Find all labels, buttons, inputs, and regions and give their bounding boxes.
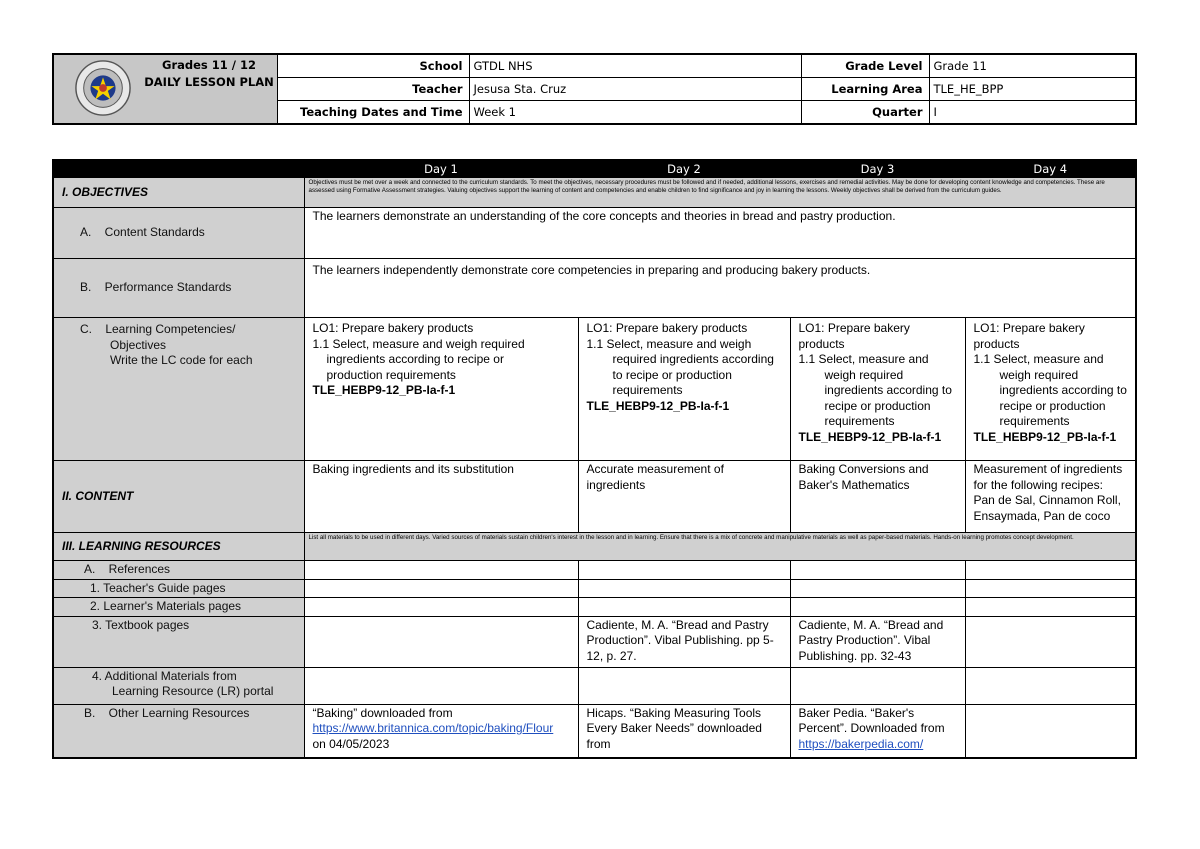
learning-area-label: Learning Area xyxy=(801,78,929,101)
content-day2: Accurate measurement of ingredients xyxy=(578,461,790,533)
competency-day4 xyxy=(965,318,1136,461)
learners-materials-row xyxy=(53,598,1136,617)
other-resources-label: B. Other Learning Resources xyxy=(53,704,304,758)
lc-code: TLE_HEBP9-12_PB-Ia-f-1 xyxy=(973,429,1117,444)
resources-heading: III. LEARNING RESOURCES xyxy=(53,533,304,561)
other-resources-row xyxy=(53,704,1136,758)
dates-value: Week 1 xyxy=(469,101,801,125)
cell xyxy=(304,561,578,580)
other-resources-day2: Hicaps. “Baking Measuring Tools Every Baker Needs” downloaded from xyxy=(578,704,790,758)
teacher-value: Jesusa Sta. Cruz xyxy=(469,78,801,101)
objectives-heading: I. OBJECTIVES xyxy=(53,178,304,208)
performance-standards-label: B. Performance Standards xyxy=(53,259,304,318)
cell xyxy=(965,667,1136,704)
references-row xyxy=(53,561,1136,580)
other-resources-day1 xyxy=(304,704,578,758)
lc-code: TLE_HEBP9-12_PB-Ia-f-1 xyxy=(586,398,730,413)
learning-outcome: LO1: Prepare bakery products xyxy=(973,321,1085,351)
additional-materials-label: Learning Resource (LR) portal xyxy=(112,684,274,698)
cell xyxy=(304,579,578,598)
resource-text: Baker Pedia. “Baker's Percent”. Downloaded from xyxy=(798,705,945,735)
content-row xyxy=(53,461,1136,533)
bakerpedia-link[interactable]: https://bakerpedia.com/ xyxy=(798,736,924,751)
performance-standards-row xyxy=(53,259,1136,318)
day-header: Day 3 xyxy=(790,160,965,178)
cell xyxy=(304,667,578,704)
days-header-row xyxy=(53,160,1136,178)
content-standards-text: The learners demonstrate an understanding of the core concepts and theories in bread and pastry production. xyxy=(304,208,1136,259)
learning-area-value: TLE_HE_BPP xyxy=(929,78,1136,101)
header-logo-cell xyxy=(53,54,277,124)
competency-item: 1.1 Select, measure and weigh required ingredients according to recipe or production requirements xyxy=(586,336,774,397)
cell xyxy=(790,579,965,598)
grade-level-value: Grade 11 xyxy=(929,54,1136,78)
cell xyxy=(790,561,965,580)
learning-outcome: LO1: Prepare bakery products xyxy=(312,321,474,335)
additional-materials-label: 4. Additional Materials from xyxy=(92,668,237,683)
competencies-label: C. Learning Competencies/ xyxy=(80,322,236,336)
day-header: Day 1 xyxy=(304,160,578,178)
lc-code: TLE_HEBP9-12_PB-Ia-f-1 xyxy=(312,383,456,397)
competency-item: 1.1 Select, measure and weigh required ingredients according to recipe or production requirements xyxy=(973,352,1127,428)
dates-label: Teaching Dates and Time xyxy=(277,101,469,125)
competencies-row xyxy=(53,318,1136,461)
cell xyxy=(965,616,1136,667)
cell xyxy=(578,667,790,704)
content-heading: II. CONTENT xyxy=(53,461,304,533)
deped-seal-icon xyxy=(74,59,132,117)
content-standards-label: A. Content Standards xyxy=(53,208,304,259)
quarter-value: I xyxy=(929,101,1136,125)
performance-standards-text: The learners independently demonstrate core competencies in preparing and producing bakery products. xyxy=(304,259,1136,318)
learning-outcome: LO1: Prepare bakery products xyxy=(586,321,748,335)
teachers-guide-row xyxy=(53,579,1136,598)
cell xyxy=(578,598,790,617)
teachers-guide-label: 1. Teacher's Guide pages xyxy=(53,579,304,598)
other-resources-day3 xyxy=(790,704,965,758)
competency-day2 xyxy=(578,318,790,461)
resources-note: List all materials to be used in different days. Varied sources of materials sustain children's interest in the lesson and in learning. Ensure that there is a mix of concrete and manipulative materials as well as paper-based materials. Hands-on learning promotes concept development. xyxy=(304,533,1136,561)
cell xyxy=(790,598,965,617)
content-day3: Baking Conversions and Baker's Mathematics xyxy=(790,461,965,533)
competencies-label: Write the LC code for each xyxy=(110,353,253,367)
cell xyxy=(965,704,1136,758)
lc-code: TLE_HEBP9-12_PB-Ia-f-1 xyxy=(798,429,942,444)
school-label: School xyxy=(277,54,469,78)
learners-materials-label: 2. Learner's Materials pages xyxy=(53,598,304,617)
cell xyxy=(578,579,790,598)
learning-outcome: LO1: Prepare bakery products xyxy=(798,321,910,351)
lesson-plan-table xyxy=(52,159,1137,759)
textbook-label: 3. Textbook pages xyxy=(53,616,304,667)
day-header: Day 2 xyxy=(578,160,790,178)
grade-level-label: Grade Level xyxy=(801,54,929,78)
cell xyxy=(965,561,1136,580)
cell xyxy=(304,616,578,667)
objectives-row xyxy=(53,178,1136,208)
content-day1: Baking ingredients and its substitution xyxy=(304,461,578,533)
textbook-day2: Cadiente, M. A. “Bread and Pastry Production”. Vibal Publishing. pp 5-12, p. 27. xyxy=(578,616,790,667)
content-day4: Measurement of ingredients for the following recipes: Pan de Sal, Cinnamon Roll, Ensaymada, Pan de coco xyxy=(965,461,1136,533)
additional-materials-row xyxy=(53,667,1136,704)
competency-day3 xyxy=(790,318,965,461)
content-standards-row xyxy=(53,208,1136,259)
cell xyxy=(304,598,578,617)
day-header-blank xyxy=(53,160,304,178)
plan-title: DAILY LESSON PLAN xyxy=(144,75,274,89)
competency-item: 1.1 Select, measure and weigh required ingredients according to recipe or production requirements xyxy=(312,336,525,382)
school-value: GTDL NHS xyxy=(469,54,801,78)
grades-text: Grades 11 / 12 xyxy=(162,58,256,72)
cell xyxy=(790,667,965,704)
resources-row xyxy=(53,533,1136,561)
references-label: A. References xyxy=(53,561,304,580)
header-table xyxy=(52,53,1137,125)
cell xyxy=(965,598,1136,617)
day-header: Day 4 xyxy=(965,160,1136,178)
additional-materials-label-cell xyxy=(53,667,304,704)
cell xyxy=(578,561,790,580)
competencies-label: Objectives xyxy=(110,337,167,352)
resource-date: on 04/05/2023 xyxy=(312,736,390,751)
objectives-note: Objectives must be met over a week and connected to the curriculum standards. To meet the objectives, necessary procedures must be followed and if needed, additional lessons, exercises and remedial activities. May be done for developing content knowledge and competencies. These are assessed using Formative Assessment strategies. Valuing objectives support the learning of content and competencies and enable children to find significance and joy in learning the lessons. Weekly objectives shall be derived from the curriculum guides. xyxy=(304,178,1136,208)
quarter-label: Quarter xyxy=(801,101,929,125)
textbook-day3: Cadiente, M. A. “Bread and Pastry Production”. Vibal Publishing. pp. 32-43 xyxy=(790,616,965,667)
competency-item: 1.1 Select, measure and weigh required ingredients according to recipe or production requirements xyxy=(798,352,952,428)
textbook-row xyxy=(53,616,1136,667)
resource-text: “Baking” downloaded from xyxy=(312,705,453,720)
britannica-link[interactable]: https://www.britannica.com/topic/baking/Flour xyxy=(312,721,554,735)
competencies-label-cell xyxy=(53,318,304,461)
competency-day1 xyxy=(304,318,578,461)
teacher-label: Teacher xyxy=(277,78,469,101)
cell xyxy=(965,579,1136,598)
